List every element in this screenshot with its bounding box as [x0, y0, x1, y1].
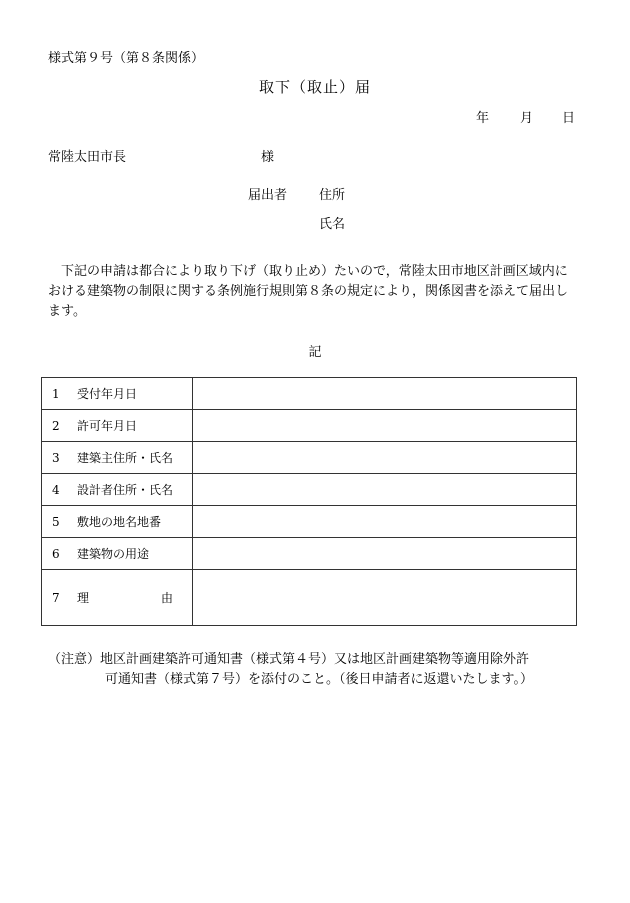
item-label-reason-a: 理 — [77, 591, 90, 605]
recipient-honorific: 様 — [261, 150, 275, 165]
table-row — [42, 538, 577, 570]
item-value-cell[interactable] — [193, 410, 577, 442]
item-number: 2 — [52, 419, 60, 433]
note-text-1: 地区計画建築許可通知書（様式第４号）又は地区計画建築物等適用除外許 — [100, 652, 530, 667]
table-row — [42, 474, 577, 506]
item-value-cell[interactable] — [193, 474, 577, 506]
item-label-cell — [42, 442, 193, 474]
item-label: 敷地の地名地番 — [77, 515, 162, 529]
applicant-address-label: 住所 — [319, 188, 346, 203]
items-table — [41, 377, 577, 626]
item-label-cell — [42, 506, 193, 538]
page-title: 取下（取止）届 — [258, 78, 371, 96]
date-day-label: 日 — [562, 111, 576, 126]
date-year-label: 年 — [476, 111, 490, 126]
table-row — [42, 570, 577, 626]
item-number: 1 — [52, 387, 60, 401]
item-label: 建築物の用途 — [77, 547, 150, 561]
item-value-cell[interactable] — [193, 378, 577, 410]
ki-heading: 記 — [308, 345, 322, 360]
applicant-label: 届出者 — [248, 188, 288, 203]
item-value-cell[interactable] — [193, 538, 577, 570]
item-number: 4 — [52, 483, 60, 497]
item-label-cell — [42, 474, 193, 506]
item-value-cell[interactable] — [193, 570, 577, 626]
item-label: 設計者住所・氏名 — [77, 483, 174, 497]
item-label-cell — [42, 538, 193, 570]
recipient-name: 常陸太田市長 — [48, 150, 127, 165]
item-number: 3 — [52, 451, 60, 465]
note-line-2: 可通知書（様式第７号）を添付のこと。（後日申請者に返還いたします。） — [105, 672, 533, 687]
table-row — [42, 506, 577, 538]
date-month-label: 月 — [520, 111, 534, 126]
table-row — [42, 442, 577, 474]
item-number: 6 — [52, 547, 60, 561]
item-label: 建築主住所・氏名 — [77, 451, 174, 465]
note-line-1 — [48, 650, 580, 670]
item-label: 受付年月日 — [77, 387, 138, 401]
note-head: （注意） — [48, 652, 101, 667]
item-value-cell[interactable] — [193, 442, 577, 474]
item-number: 5 — [52, 515, 60, 529]
form-number: 様式第９号（第８条関係） — [48, 51, 205, 66]
item-label-reason-b: 由 — [161, 591, 174, 605]
body-text: 下記の申請は都合により取り下げ（取り止め）たいので，常陸太田市地区計画区域内における建築物の制限に関する条例施行規則第８条の規定により，関係図書を添えて届出します。 — [48, 264, 569, 319]
item-label-cell — [42, 570, 193, 626]
table-row — [42, 378, 577, 410]
item-value-cell[interactable] — [193, 506, 577, 538]
item-label: 許可年月日 — [77, 419, 138, 433]
applicant-name-label: 氏名 — [319, 217, 346, 232]
item-number: 7 — [52, 591, 60, 605]
item-label-cell — [42, 410, 193, 442]
table-row — [42, 410, 577, 442]
note-block — [48, 650, 580, 690]
item-label-cell — [42, 378, 193, 410]
